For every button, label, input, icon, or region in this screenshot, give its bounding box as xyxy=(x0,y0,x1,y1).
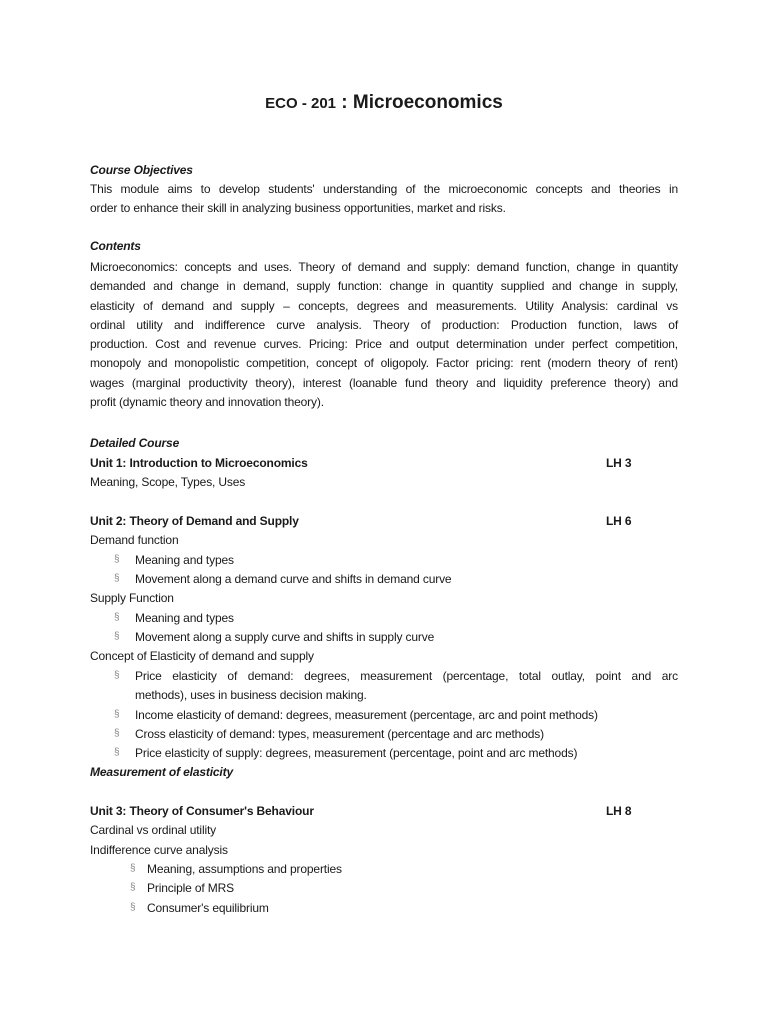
bullet-icon: § xyxy=(130,902,136,913)
bullet-icon: § xyxy=(114,670,120,681)
contents-line: wages (marginal productivity theory), interest (loanable fund theory and liquidity preference theory) and xyxy=(90,376,678,390)
subtopic: Demand function xyxy=(90,533,179,547)
bullet-icon: § xyxy=(114,728,120,739)
bullet-icon: § xyxy=(114,612,120,623)
bullet-icon: § xyxy=(114,573,120,584)
unit-title: Unit 1: Introduction to Microeconomics xyxy=(90,456,308,470)
contents-line: monopoly and monopolistic competition, concept of oligopoly. Factor pricing: rent (modern theory of rent) xyxy=(90,356,678,370)
subtopic: Cardinal vs ordinal utility xyxy=(90,823,217,837)
bullet-icon: § xyxy=(114,709,120,720)
subtopic: Concept of Elasticity of demand and supply xyxy=(90,649,314,663)
page-title: ECO - 201 : Microeconomics xyxy=(265,92,503,113)
contents-line: Microeconomics: concepts and uses. Theory of demand and supply: demand function, change in quantity xyxy=(90,260,678,274)
lecture-hours: LH 6 xyxy=(606,514,632,528)
list-item: Meaning and types xyxy=(135,611,234,625)
subtopic: Indifference curve analysis xyxy=(90,843,228,857)
objectives-line: This module aims to develop students' understanding of the microeconomic concepts and theories in xyxy=(90,182,678,196)
unit-text: Meaning, Scope, Types, Uses xyxy=(90,475,246,489)
subheading: Measurement of elasticity xyxy=(90,765,233,779)
list-item: Movement along a demand curve and shifts in demand curve xyxy=(135,572,452,586)
objectives-heading: Course Objectives xyxy=(90,163,193,177)
lecture-hours: LH 3 xyxy=(606,456,632,470)
unit-title: Unit 2: Theory of Demand and Supply xyxy=(90,514,299,528)
bullet-icon: § xyxy=(130,863,136,874)
detailed-heading: Detailed Course xyxy=(90,436,180,450)
bullet-icon: § xyxy=(114,554,120,565)
contents-line: demanded and change in demand, supply function: change in quantity supplied and change in supply, xyxy=(90,279,678,293)
bullet-icon: § xyxy=(114,631,120,642)
list-item: Price elasticity of demand: degrees, measurement (percentage, total outlay, point and arc xyxy=(135,669,678,683)
contents-line: production. Cost and revenue curves. Pricing: Price and output determination under perfect competition, xyxy=(90,337,678,351)
contents-line: profit (dynamic theory and innovation theory). xyxy=(90,395,324,409)
contents-line: ordinal utility and indifference curve analysis. Theory of production: Production function, laws of xyxy=(90,318,678,332)
objectives-line: order to enhance their skill in analyzing business opportunities, market and risks. xyxy=(90,201,506,215)
lecture-hours: LH 8 xyxy=(606,804,632,818)
list-item: Meaning and types xyxy=(135,553,234,567)
bullet-icon: § xyxy=(130,882,136,893)
list-item: Price elasticity of supply: degrees, measurement (percentage, point and arc methods) xyxy=(135,746,578,760)
contents-heading: Contents xyxy=(90,239,141,253)
list-item: Movement along a supply curve and shifts in supply curve xyxy=(135,630,435,644)
list-item: Principle of MRS xyxy=(147,881,234,895)
subtopic: Supply Function xyxy=(90,591,174,605)
list-item: Consumer's equilibrium xyxy=(147,901,269,915)
list-item: Meaning, assumptions and properties xyxy=(147,862,342,876)
contents-line: elasticity of demand and supply – concepts, degrees and measurements. Utility Analysis: cardinal vs xyxy=(90,299,678,313)
unit-title: Unit 3: Theory of Consumer's Behaviour xyxy=(90,804,314,818)
list-item-continued: methods), uses in business decision making. xyxy=(135,688,367,702)
bullet-icon: § xyxy=(114,747,120,758)
list-item: Income elasticity of demand: degrees, measurement (percentage, arc and point methods) xyxy=(135,708,598,722)
list-item: Cross elasticity of demand: types, measurement (percentage and arc methods) xyxy=(135,727,544,741)
